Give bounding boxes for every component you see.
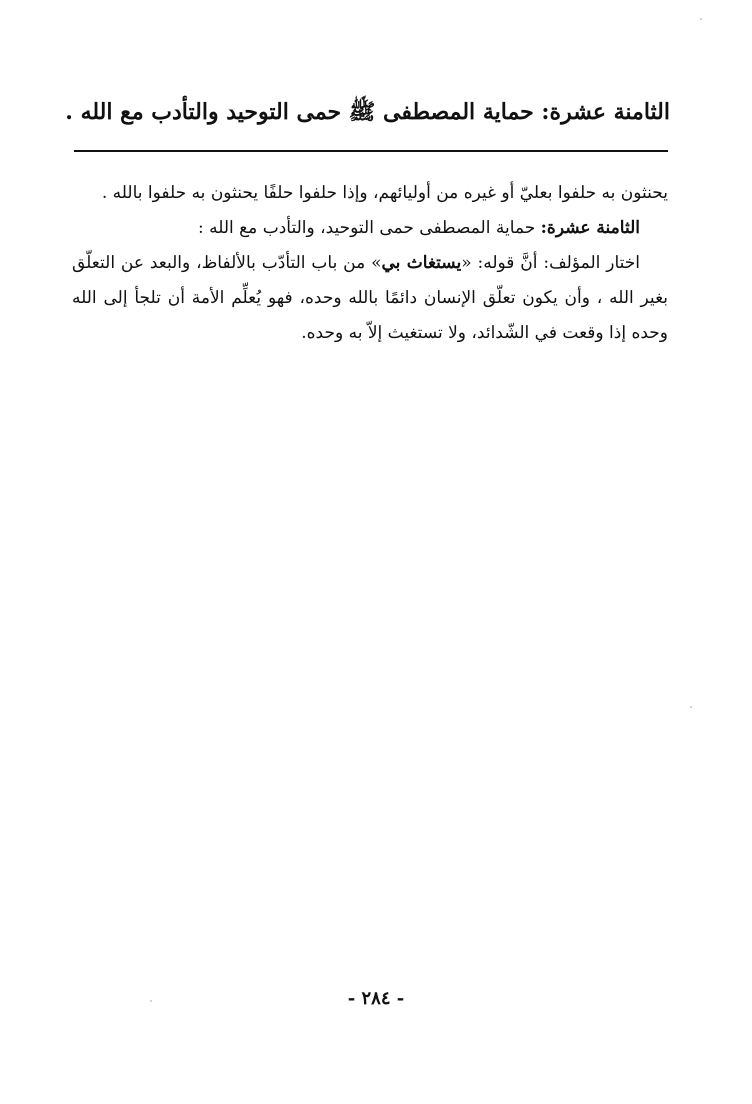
chapter-header-title: الثامنة عشرة: حماية المصطفى ﷺ حمى التوحيد والتأدب مع الله . xyxy=(65,99,670,125)
header-divider xyxy=(74,150,668,152)
section-heading-text: حماية المصطفى حمى التوحيد، والتأدب مع الله : xyxy=(197,218,536,238)
scan-speck xyxy=(690,706,692,708)
page-number: - ٢٨٤ - xyxy=(347,988,405,1009)
section-heading-label: الثامنة عشرة: xyxy=(540,218,640,238)
page-body xyxy=(72,176,668,351)
paragraph-commentary-rest: » من باب التأدّب بالألفاظ، والبعد عن التعلّق بغير الله ، وأن يكون تعلّق الإنسان دائمًا بالله وحده، فهو يُعلِّم الأمة أن تلجأ إلى الله وحده إذا وقعت في الشّدائد، ولا تستغيث إلاّ به وحده. xyxy=(72,253,668,343)
quoted-phrase: يستغاث بي xyxy=(381,253,462,273)
scan-speck xyxy=(150,1000,152,1002)
paragraph-commentary-start: اختار المؤلف: أنَّ قوله: « xyxy=(461,253,640,273)
paragraph-commentary xyxy=(72,246,668,351)
chapter-header xyxy=(65,92,670,132)
section-heading xyxy=(72,211,668,246)
paragraph-continuation: يحنثون به حلفوا بعليّ أو غيره من أوليائهم، وإذا حلفوا حلفًا يحنثون به حلفوا بالله . xyxy=(101,183,668,203)
scan-speck xyxy=(700,18,702,20)
